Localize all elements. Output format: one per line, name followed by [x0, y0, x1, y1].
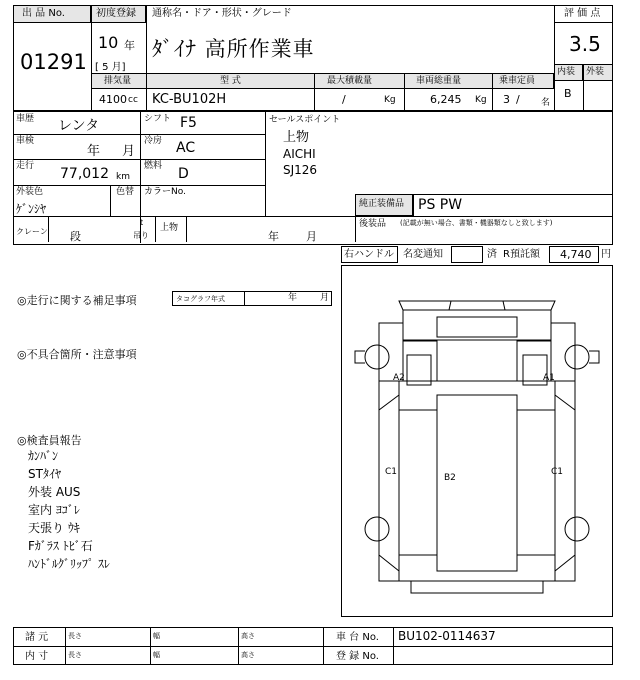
gross-weight-label: 車両総重量	[416, 76, 462, 86]
displacement-unit: cc	[128, 95, 138, 105]
wheel-rear-left	[365, 517, 389, 541]
width-label: 幅	[153, 632, 160, 640]
sales-point-3: SJ126	[283, 163, 318, 177]
spec-label-row	[91, 73, 554, 89]
mileage: 77,012	[60, 166, 109, 182]
bed-floor	[437, 395, 517, 571]
max-load-slash: /	[342, 93, 346, 106]
lot-number: 01291	[20, 50, 87, 74]
bed-rails	[399, 381, 555, 581]
divider	[65, 627, 66, 665]
recycle-deposit-label: R預託額	[503, 249, 540, 260]
truck-bed	[379, 381, 575, 581]
divider	[554, 5, 555, 111]
recycle-unit: 円	[601, 249, 611, 260]
chassis-label: 車 台 No.	[336, 632, 379, 643]
inspector-line: ｶﾝﾊﾞﾝ	[28, 449, 59, 463]
divider	[314, 73, 315, 111]
divider	[244, 291, 245, 306]
capacity-slash: /	[516, 93, 520, 106]
cab-front-lines	[403, 341, 551, 381]
fuel: D	[178, 166, 189, 182]
divider	[146, 5, 147, 73]
recycle-deposit: 4,740	[560, 248, 592, 261]
length-label: 長さ	[68, 651, 82, 659]
model-code: KC-BU102H	[152, 92, 227, 107]
std-equipment: PS PW	[418, 197, 463, 213]
year-unit: 年	[124, 39, 135, 52]
name-change-box	[451, 246, 483, 263]
shift-label: シフト	[144, 114, 172, 124]
chassis-number: BU102-0114637	[398, 629, 496, 643]
tacho-month-unit: 月	[320, 293, 330, 303]
history: レンタ	[58, 118, 100, 134]
divider	[404, 73, 405, 111]
truck-diagram	[341, 265, 613, 617]
length-label: 長さ	[68, 632, 82, 640]
rear-bumper	[411, 581, 543, 593]
crane-hoist: 吊り	[133, 231, 149, 240]
divider	[13, 185, 265, 186]
registration-label: 登 録 No.	[336, 651, 379, 662]
divider	[13, 216, 613, 217]
color-no-header: カラーNo.	[144, 187, 186, 197]
inspection-year-unit: 年	[87, 144, 101, 159]
inspector-line: 外装 AUS	[28, 485, 81, 499]
aftermarket-note: (記載が無い場合、書類・機器類なしと致します)	[400, 219, 553, 227]
inspector-line: STﾀｲﾔ	[28, 467, 61, 481]
score: 3.5	[569, 32, 601, 56]
displacement: 4100	[99, 93, 127, 106]
divider	[186, 216, 187, 242]
wheel-front-right	[565, 345, 589, 369]
interior-grade: B	[564, 87, 572, 100]
mark-a2: A2	[393, 373, 405, 383]
crane-dan: 段	[70, 230, 81, 243]
mark-c1-right: C1	[551, 467, 564, 477]
aftermarket-label: 後装品	[359, 219, 387, 229]
divider	[13, 159, 265, 160]
sales-point-2: AICHI	[283, 147, 316, 161]
inspector-label: ◎検査員報告	[17, 434, 82, 447]
divider	[155, 216, 156, 242]
std-equipment-label: 純正装備品	[359, 199, 405, 209]
divider	[492, 73, 493, 111]
defects-label: ◎不具合箇所・注意事項	[17, 348, 137, 361]
inspector-line: Fｶﾞﾗｽ ﾄﾋﾞ石	[28, 539, 93, 553]
score-label: 評 価 点	[564, 8, 601, 19]
inspector-line: ﾊﾝﾄﾞﾙｸﾞﾘｯﾌﾟ ｽﾚ	[28, 557, 110, 571]
cab-top	[403, 310, 551, 340]
max-load-unit: Kg	[384, 95, 396, 105]
recycle-label: 済	[487, 249, 497, 260]
gross-weight-unit: Kg	[475, 95, 487, 105]
ac-label: 冷房	[144, 136, 163, 146]
fuel-label: 燃料	[144, 161, 163, 171]
divider	[238, 627, 239, 665]
divider	[13, 134, 265, 135]
divider	[413, 194, 414, 216]
cab-roof	[399, 301, 555, 310]
divider	[393, 627, 394, 665]
mileage-label: 走行	[16, 161, 35, 171]
inspection-month-unit: 月	[122, 144, 136, 159]
mark-c1-left: C1	[385, 467, 398, 477]
shift: F5	[180, 115, 197, 131]
divider	[146, 73, 147, 111]
capacity-label: 乗車定員	[499, 76, 536, 86]
diagram-frame	[342, 266, 613, 617]
bed-ribs	[399, 410, 555, 555]
history-label: 車歴	[16, 114, 35, 124]
mileage-unit: km	[116, 172, 130, 182]
crane-label: クレーン	[16, 227, 48, 236]
exterior-color-label: 外装色	[16, 187, 44, 197]
upper-year-unit: 年	[268, 230, 279, 243]
exterior-label: 外装	[586, 67, 605, 77]
max-load-label: 最大積載量	[327, 76, 373, 86]
sales-point-label: セールスポイント	[269, 115, 341, 125]
footer-row2-label: 内 寸	[25, 651, 49, 662]
height-label: 高さ	[241, 651, 255, 659]
capacity: 3	[503, 93, 510, 106]
divider	[48, 216, 49, 242]
first-reg-year: 10	[98, 33, 119, 52]
handle: 右ハンドル	[344, 249, 394, 260]
windshield	[437, 317, 517, 337]
ac: AC	[176, 140, 196, 156]
sales-point-1: 上物	[283, 130, 310, 145]
footer-row1-label: 諸 元	[25, 632, 49, 643]
first-reg-month: [ 5 月]	[95, 62, 126, 73]
height-label: 高さ	[241, 632, 255, 640]
mark-b2: B2	[444, 473, 456, 483]
upper-label: 上物	[160, 223, 179, 233]
first-reg-label: 初度登録	[96, 8, 136, 19]
width-label: 幅	[153, 651, 160, 659]
tacho-year-unit: 年	[288, 293, 298, 303]
divider	[13, 646, 613, 647]
type-label: 型 式	[220, 76, 241, 86]
wheel-front-left	[365, 345, 389, 369]
mark-a1: A1	[543, 373, 555, 383]
divider	[554, 22, 613, 23]
divider	[150, 627, 151, 665]
divider	[265, 111, 266, 216]
capacity-unit: 名	[541, 98, 551, 108]
tacho-label: タコグラフ年式	[176, 295, 225, 303]
bed-corners	[379, 395, 575, 571]
lot-label: 出 品 No.	[22, 8, 65, 19]
exterior-color: ｹﾞﾝｼﾔ	[16, 202, 47, 216]
color-no-label: 色替	[116, 187, 135, 197]
divider	[323, 627, 324, 665]
upper-month-unit: 月	[306, 230, 317, 243]
wheel-rear-right	[565, 517, 589, 541]
model-header: 通称名・ドア・形状・グレード	[152, 8, 292, 19]
cab-lines	[449, 301, 505, 310]
driving-notes-label: ◎走行に関する補足事項	[17, 294, 137, 307]
divider	[110, 185, 111, 216]
displacement-label: 排気量	[104, 76, 132, 86]
interior-label: 内装	[557, 67, 576, 77]
car-name: ﾀﾞｲﾅ 高所作業車	[152, 37, 315, 61]
mirrors	[355, 351, 599, 363]
gross-weight: 6,245	[430, 93, 462, 106]
inspection-label: 車検	[16, 136, 35, 146]
inspector-line: 室内 ﾖｺﾞﾚ	[28, 503, 80, 517]
crane-t: t	[140, 218, 144, 227]
name-change-label: 名変通知	[403, 249, 443, 260]
inspector-line: 天張り ｳｷ	[28, 521, 80, 535]
divider	[583, 81, 584, 111]
